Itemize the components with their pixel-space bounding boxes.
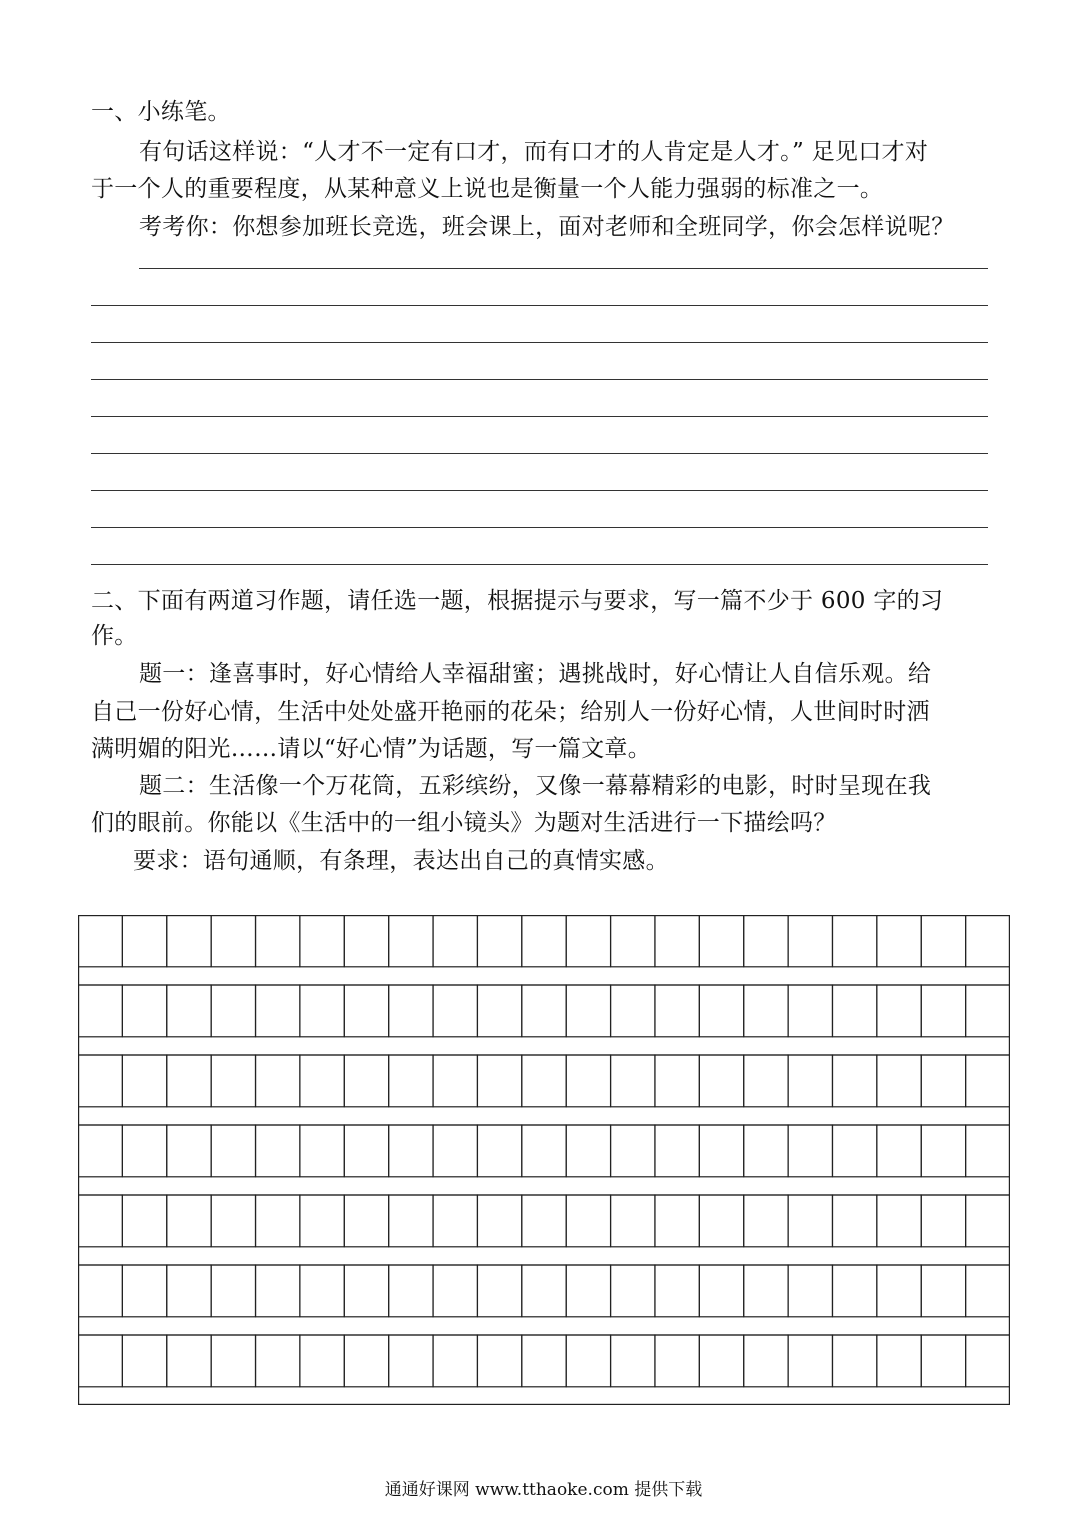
grid-cell[interactable]: [78, 1335, 122, 1387]
grid-cell[interactable]: [832, 1265, 876, 1317]
grid-cell[interactable]: [78, 915, 122, 967]
grid-cell[interactable]: [699, 1055, 743, 1107]
answer-line[interactable]: [139, 268, 988, 269]
requirement-text: 要求：语句通顺，有条理，表达出自己的真情实感。: [133, 848, 669, 874]
grid-cell[interactable]: [611, 1265, 655, 1317]
grid-cell[interactable]: [966, 1265, 1010, 1317]
grid-cell[interactable]: [477, 1335, 521, 1387]
grid-cell[interactable]: [611, 1055, 655, 1107]
grid-cell[interactable]: [300, 915, 344, 967]
grid-cell[interactable]: [78, 1055, 122, 1107]
topic2-line: 题二：生活像一个万花筒，五彩缤纷，又像一幕幕精彩的电影，时时呈现在我: [139, 773, 932, 799]
grid-cell[interactable]: [877, 1055, 921, 1107]
grid-cell[interactable]: [167, 1195, 211, 1247]
grid-cell[interactable]: [211, 1195, 255, 1247]
grid-cell[interactable]: [966, 1335, 1010, 1387]
grid-cell[interactable]: [389, 1195, 433, 1247]
grid-cell[interactable]: [832, 1195, 876, 1247]
grid-cell[interactable]: [921, 1055, 965, 1107]
grid-cell[interactable]: [566, 1125, 610, 1177]
grid-cell[interactable]: [921, 1125, 965, 1177]
grid-cell[interactable]: [433, 1265, 477, 1317]
answer-line[interactable]: [91, 416, 988, 417]
grid-cell[interactable]: [433, 1055, 477, 1107]
grid-cell[interactable]: [477, 1055, 521, 1107]
section2-heading-continued: 作。: [91, 623, 138, 649]
grid-cell[interactable]: [433, 1125, 477, 1177]
grid-cell[interactable]: [655, 1055, 699, 1107]
grid-cell[interactable]: [167, 1335, 211, 1387]
grid-cell[interactable]: [744, 985, 788, 1037]
footer-text: 通通好课网 www.tthaoke.com 提供下载: [384, 1480, 703, 1500]
grid-cell[interactable]: [522, 1055, 566, 1107]
grid-cell[interactable]: [78, 1265, 122, 1317]
grid-cell[interactable]: [300, 985, 344, 1037]
grid-cell[interactable]: [344, 985, 388, 1037]
grid-cell[interactable]: [921, 1335, 965, 1387]
grid-cell[interactable]: [877, 1195, 921, 1247]
grid-cell[interactable]: [78, 985, 122, 1037]
grid-cell[interactable]: [611, 1335, 655, 1387]
grid-cell[interactable]: [122, 1055, 166, 1107]
grid-cell[interactable]: [167, 1125, 211, 1177]
grid-cell[interactable]: [300, 1055, 344, 1107]
grid-cell[interactable]: [611, 985, 655, 1037]
grid-cell[interactable]: [433, 985, 477, 1037]
grid-cell[interactable]: [877, 1265, 921, 1317]
grid-cell[interactable]: [256, 1335, 300, 1387]
grid-cell[interactable]: [832, 1335, 876, 1387]
grid-cell[interactable]: [566, 1195, 610, 1247]
grid-cell[interactable]: [256, 1125, 300, 1177]
grid-cell[interactable]: [522, 1265, 566, 1317]
grid-cell[interactable]: [877, 915, 921, 967]
grid-cell[interactable]: [167, 985, 211, 1037]
section1-prompt: 考考你：你想参加班长竞选，班会课上，面对老师和全班同学，你会怎样说呢？: [139, 214, 955, 240]
answer-line[interactable]: [91, 379, 988, 380]
grid-cell[interactable]: [477, 915, 521, 967]
composition-grid[interactable]: [78, 915, 1010, 1405]
grid-cell[interactable]: [389, 1125, 433, 1177]
grid-cell[interactable]: [300, 1195, 344, 1247]
grid-cell[interactable]: [122, 1195, 166, 1247]
grid-cell[interactable]: [78, 1195, 122, 1247]
grid-cell[interactable]: [699, 1335, 743, 1387]
grid-cell[interactable]: [611, 1195, 655, 1247]
grid-cell[interactable]: [788, 1125, 832, 1177]
grid-cell[interactable]: [832, 1125, 876, 1177]
answer-line[interactable]: [91, 564, 988, 565]
grid-cell[interactable]: [788, 1335, 832, 1387]
grid-cell[interactable]: [877, 1335, 921, 1387]
section1-paragraph-line: 于一个人的重要程度，从某种意义上说也是衡量一个人能力强弱的标准之一。: [91, 176, 884, 202]
grid-cell[interactable]: [433, 1195, 477, 1247]
grid-cell[interactable]: [655, 985, 699, 1037]
grid-cell[interactable]: [788, 1265, 832, 1317]
grid-cell[interactable]: [877, 985, 921, 1037]
grid-cell[interactable]: [167, 1055, 211, 1107]
grid-cell[interactable]: [122, 1265, 166, 1317]
grid-cell[interactable]: [300, 1265, 344, 1317]
answer-line[interactable]: [91, 490, 988, 491]
grid-cell[interactable]: [921, 985, 965, 1037]
section1-paragraph-line: 有句话这样说：“人才不一定有口才，而有口才的人肯定是人才。” 足见口才对: [139, 139, 929, 165]
grid-cell[interactable]: [655, 1265, 699, 1317]
grid-cell[interactable]: [122, 985, 166, 1037]
grid-cell[interactable]: [477, 1195, 521, 1247]
grid-cell[interactable]: [744, 1055, 788, 1107]
grid-cell[interactable]: [744, 1335, 788, 1387]
grid-cell[interactable]: [167, 1265, 211, 1317]
section1-heading: 一、小练笔。: [91, 99, 231, 125]
grid-cell[interactable]: [611, 1125, 655, 1177]
grid-cell[interactable]: [256, 985, 300, 1037]
grid-cell[interactable]: [921, 1195, 965, 1247]
grid-cell[interactable]: [966, 1055, 1010, 1107]
grid-cell[interactable]: [744, 1265, 788, 1317]
grid-cell[interactable]: [477, 985, 521, 1037]
grid-cell[interactable]: [433, 1335, 477, 1387]
grid-cell[interactable]: [122, 1335, 166, 1387]
grid-cell[interactable]: [788, 1055, 832, 1107]
grid-cell[interactable]: [477, 1265, 521, 1317]
grid-cell[interactable]: [211, 1335, 255, 1387]
grid-cell[interactable]: [522, 1195, 566, 1247]
grid-cell[interactable]: [344, 1195, 388, 1247]
grid-cell[interactable]: [566, 985, 610, 1037]
grid-cell[interactable]: [122, 1125, 166, 1177]
grid-cell[interactable]: [389, 1265, 433, 1317]
grid-cell[interactable]: [522, 915, 566, 967]
grid-cell[interactable]: [167, 915, 211, 967]
grid-cell[interactable]: [699, 915, 743, 967]
grid-cell[interactable]: [211, 985, 255, 1037]
grid-cell[interactable]: [699, 1265, 743, 1317]
grid-cell[interactable]: [344, 1265, 388, 1317]
grid-cell[interactable]: [256, 1195, 300, 1247]
answer-line[interactable]: [91, 342, 988, 343]
grid-cell[interactable]: [877, 1125, 921, 1177]
topic2-line: 们的眼前。你能以《生活中的一组小镜头》为题对生活进行一下描绘吗？: [91, 810, 837, 836]
grid-cell[interactable]: [788, 985, 832, 1037]
grid-cell[interactable]: [433, 915, 477, 967]
grid-cell[interactable]: [744, 1125, 788, 1177]
grid-cell[interactable]: [211, 915, 255, 967]
grid-cell[interactable]: [966, 915, 1010, 967]
grid-cell[interactable]: [344, 1125, 388, 1177]
grid-cell[interactable]: [744, 915, 788, 967]
grid-cell[interactable]: [522, 1335, 566, 1387]
grid-cell[interactable]: [522, 985, 566, 1037]
grid-cell[interactable]: [655, 1195, 699, 1247]
grid-cell[interactable]: [966, 1195, 1010, 1247]
grid-cell[interactable]: [921, 915, 965, 967]
grid-cell[interactable]: [389, 1055, 433, 1107]
answer-line[interactable]: [91, 453, 988, 454]
grid-cell[interactable]: [389, 1335, 433, 1387]
grid-cell[interactable]: [389, 915, 433, 967]
grid-cell[interactable]: [566, 915, 610, 967]
grid-cell[interactable]: [832, 915, 876, 967]
topic1-line: 自己一份好心情，生活中处处盛开艳丽的花朵；给别人一份好心情，人世间时时洒: [91, 699, 930, 725]
grid-cell[interactable]: [611, 915, 655, 967]
grid-cell[interactable]: [655, 1125, 699, 1177]
grid-cell[interactable]: [566, 1055, 610, 1107]
grid-cell[interactable]: [566, 1265, 610, 1317]
grid-cell[interactable]: [344, 1055, 388, 1107]
grid-cell[interactable]: [300, 1125, 344, 1177]
grid-cell[interactable]: [921, 1265, 965, 1317]
grid-cell[interactable]: [344, 1335, 388, 1387]
answer-line[interactable]: [91, 305, 988, 306]
grid-cell[interactable]: [966, 985, 1010, 1037]
grid-cell[interactable]: [211, 1125, 255, 1177]
grid-cell[interactable]: [788, 1195, 832, 1247]
grid-cell[interactable]: [256, 1265, 300, 1317]
grid-cell[interactable]: [256, 915, 300, 967]
grid-cell[interactable]: [211, 1265, 255, 1317]
grid-cell[interactable]: [389, 985, 433, 1037]
grid-cell[interactable]: [699, 985, 743, 1037]
grid-cell[interactable]: [699, 1125, 743, 1177]
grid-cell[interactable]: [832, 1055, 876, 1107]
grid-cell[interactable]: [966, 1125, 1010, 1177]
topic1-line: 满明媚的阳光……请以“好心情”为话题，写一篇文章。: [91, 736, 652, 762]
grid-cell[interactable]: [744, 1195, 788, 1247]
answer-line[interactable]: [91, 527, 988, 528]
topic1-line: 题一：逢喜事时，好心情给人幸福甜蜜；遇挑战时，好心情让人自信乐观。给: [139, 661, 932, 687]
grid-cell[interactable]: [344, 915, 388, 967]
grid-cell[interactable]: [655, 915, 699, 967]
grid-cell[interactable]: [300, 1335, 344, 1387]
grid-cell[interactable]: [211, 1055, 255, 1107]
grid-cell[interactable]: [522, 1125, 566, 1177]
grid-cell[interactable]: [122, 915, 166, 967]
grid-cell[interactable]: [832, 985, 876, 1037]
grid-cell[interactable]: [699, 1195, 743, 1247]
grid-cell[interactable]: [566, 1335, 610, 1387]
grid-cell[interactable]: [788, 915, 832, 967]
grid-cell[interactable]: [477, 1125, 521, 1177]
grid-cell[interactable]: [655, 1335, 699, 1387]
grid-cell[interactable]: [256, 1055, 300, 1107]
grid-cell[interactable]: [78, 1125, 122, 1177]
section2-heading: 二、下面有两道习作题，请任选一题，根据提示与要求，写一篇不少于 600 字的习: [91, 588, 944, 614]
